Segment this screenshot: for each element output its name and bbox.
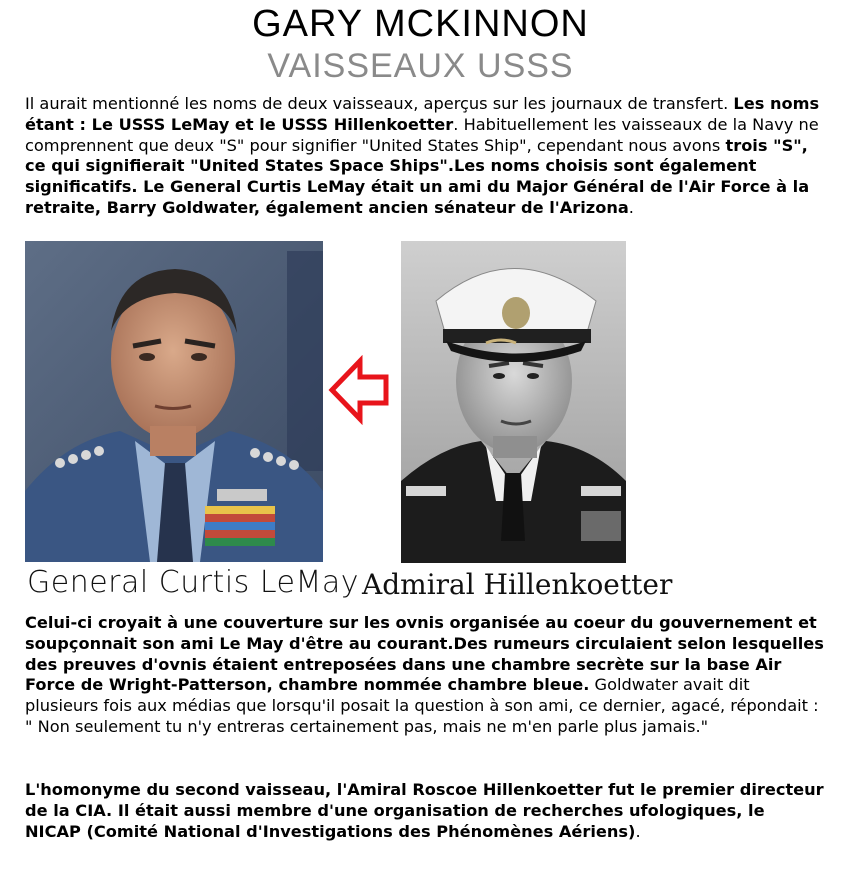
intro-text-1: Il aurait mentionné les noms de deux vaisseaux, aperçus sur les journaux de transfert. xyxy=(25,94,734,113)
intro-text-3: . xyxy=(628,197,634,217)
body2-text: Goldwater avait dit plusieurs fois aux médias que lorsqu'il posait la question à son ami, ce dernier, agacé, répondait : " Non seulement tu n'y entreras certainement pas, mais ne m'en parle plus jamais." xyxy=(25,675,819,736)
body-paragraph-2 xyxy=(25,613,825,738)
body3-bold: L'homonyme du second vaisseau, l'Amiral Roscoe Hillenkoetter fut le premier directeur de la CIA. Il était aussi membre d'une organisation de recherches ufologiques, le NICAP (Comité National d'Investigations des Phénomènes Aériens) xyxy=(25,780,824,841)
intro-paragraph xyxy=(25,94,825,219)
hillenkoetter-portrait xyxy=(401,241,626,563)
body-paragraph-3 xyxy=(25,780,825,842)
body2-bold: Celui-ci croyait à une couverture sur les ovnis organisée au coeur du gouvernement et soupçonnait son ami Le May d'être au courant.Des rumeurs circulaient selon lesquelles des preuves d'ovnis étaient entreposées dans une chambre secrète sur la base Air Force de Wright-Patterson, chambre nommée chambre bleue. xyxy=(25,613,824,695)
lemay-caption: General Curtis LeMay xyxy=(27,565,359,600)
page-title: GARY MCKINNON xyxy=(252,3,589,45)
hillenkoetter-caption: Admiral Hillenkoetter xyxy=(362,568,673,601)
lemay-portrait xyxy=(25,241,323,562)
arrow-left-icon xyxy=(328,355,390,425)
intro-text-2: . Habituellement les vaisseaux de la Navy ne comprennent que deux "S" pour signifier "United States Ship", cependant nous avons xyxy=(25,114,819,155)
page-subtitle: VAISSEAUX USSS xyxy=(267,47,574,85)
intro-bold-1: Les noms étant : Le USSS LeMay et le USSS Hillenkoetter xyxy=(25,94,820,134)
body3-text: . xyxy=(635,821,641,841)
intro-bold-2: trois "S", ce qui signifierait "United States Space Ships".Les noms choisis sont également significatifs. Le General Curtis LeMay était un ami du Major Général de l'Air Force à la retraite, Barry Goldwater, également ancien sénateur de l'Arizona xyxy=(25,135,810,217)
